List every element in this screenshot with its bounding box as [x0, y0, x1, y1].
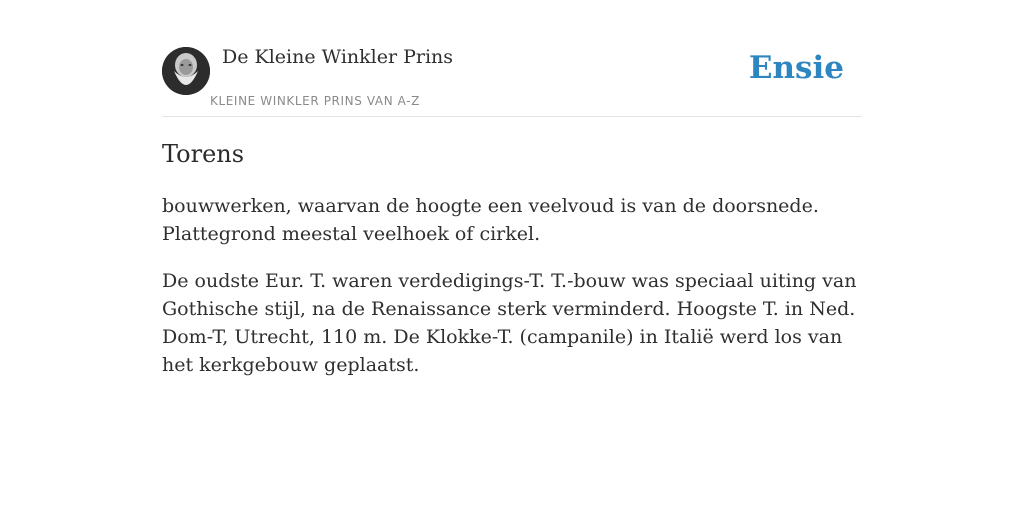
article-paragraph: De oudste Eur. T. waren verdedigings-T. T.-bouw was speciaal uiting van Gothische stijl, na de Renaissance sterk verminderd. Hoogste T. in Ned. Dom-T, Utrecht, 110 m. De Klokke-T. (campanile) in Italië werd los van het kerkgebouw geplaatst. — [162, 270, 857, 376]
article-body — [162, 192, 862, 398]
page-container — [162, 0, 862, 376]
bearded-man-portrait-icon — [162, 47, 210, 95]
page-header — [162, 0, 862, 117]
author-name[interactable]: De Kleine Winkler Prins — [222, 46, 454, 68]
author-avatar[interactable] — [162, 47, 210, 95]
brand-logo-link[interactable]: Ensie — [748, 50, 844, 86]
article-paragraph: bouwwerken, waarvan de hoogte een veelvoud is van de doorsnede. Plattegrond meestal veelhoek of cirkel. — [162, 195, 819, 245]
article-title: Torens — [162, 140, 245, 168]
source-label[interactable]: KLEINE WINKLER PRINS VAN A-Z — [210, 94, 420, 108]
